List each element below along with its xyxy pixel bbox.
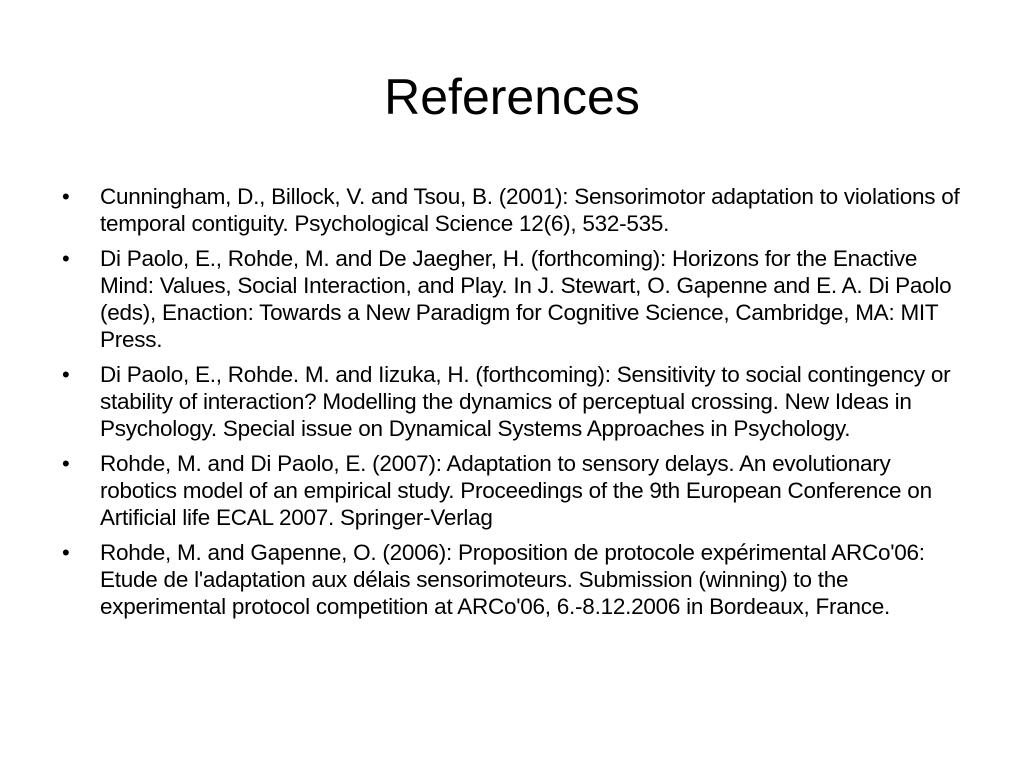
bullet-icon: • (62, 184, 70, 209)
slide-title: References (384, 69, 640, 125)
reference-item (62, 183, 962, 238)
reference-item (62, 245, 962, 354)
reference-text: Di Paolo, E., Rohde, M. and De Jaegher, H. (forthcoming): Horizons for the Enactive Mind: Values, Social Interaction, and Play. In J. Stewart, O. Gapenne and E. A. Di Paolo (eds), Enaction: Towards a New Paradigm for Cognitive Science, Cambridge, MA: MIT Press. (100, 245, 952, 353)
bullet-icon: • (62, 245, 70, 271)
reference-text: Rohde, M. and Gapenne, O. (2006): Proposition de protocole expérimental ARCo'06: Etude de l'adaptation aux délais sensorimoteurs. Submission (winning) to the experimental protocol competition at ARCo'06, 6.-8.12.2006 in Bordeaux, France. (100, 539, 925, 620)
bullet-icon: • (62, 450, 70, 476)
reference-text: Rohde, M. and Di Paolo, E. (2007): Adaptation to sensory delays. An evolutionary robotics model of an empirical study. Proceedings of the 9th European Conference on Artificial life ECAL 2007. Springer-Verlag (100, 450, 932, 531)
reference-item (62, 539, 962, 621)
bullet-icon: • (62, 539, 70, 565)
reference-list (62, 183, 962, 627)
reference-text: Cunningham, D., Billock, V. and Tsou, B. (2001): Sensorimotor adaptation to violations of temporal contiguity. Psychological Science 12(6), 532-535. (100, 184, 960, 237)
reference-text: Di Paolo, E., Rohde. M. and Iizuka, H. (forthcoming): Sensitivity to social contingency or stability of interaction? Modelling the dynamics of perceptual crossing. New Ideas in Psychology. Special issue on Dynamical Systems Approaches in Psychology. (100, 361, 951, 442)
reference-item (62, 450, 962, 532)
reference-item (62, 361, 962, 443)
bullet-icon: • (62, 361, 70, 387)
